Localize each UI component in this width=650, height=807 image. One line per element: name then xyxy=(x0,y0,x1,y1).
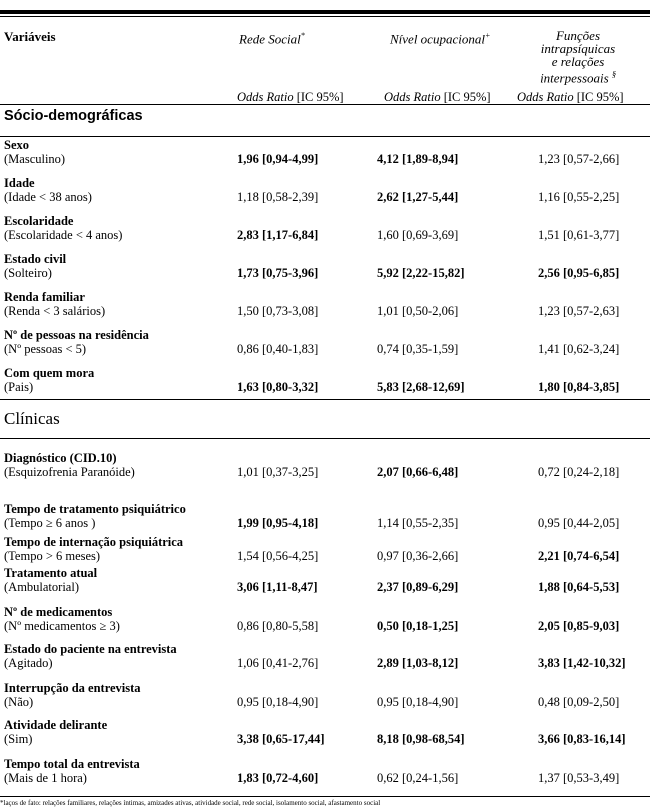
value-funcoes: 0,72 [0,24-2,18] xyxy=(538,465,620,479)
variable-category: (Tempo > 6 meses) xyxy=(4,548,101,563)
variable-category: (Ambulatorial) xyxy=(4,579,79,594)
value-funcoes: 3,66 [0,83-16,14] xyxy=(538,732,626,746)
section-socio: Sócio-demográficas xyxy=(4,108,143,124)
value-rede-social: 1,73 [0,75-3,96] xyxy=(237,266,319,280)
variable-category: (Sim) xyxy=(4,731,33,746)
value-funcoes: 0,48 [0,09-2,50] xyxy=(538,695,620,709)
value-nivel-ocupacional: 0,74 [0,35-1,59] xyxy=(377,342,459,356)
row-label xyxy=(4,139,65,166)
value-funcoes: 1,16 [0,55-2,25] xyxy=(538,190,620,204)
variable-name: Escolaridade xyxy=(4,214,74,228)
variable-name: Interrupção da entrevista xyxy=(4,681,141,695)
variable-name: Nº de medicamentos xyxy=(4,605,113,619)
variable-name: Tempo total da entrevista xyxy=(4,757,140,771)
value-funcoes: 1,41 [0,62-3,24] xyxy=(538,342,620,356)
row-label xyxy=(4,177,92,204)
variable-name: Nº de pessoas na residência xyxy=(4,328,149,342)
variable-name: Atividade delirante xyxy=(4,718,108,732)
value-nivel-ocupacional: 2,37 [0,89-6,29] xyxy=(377,580,459,594)
value-rede-social: 0,95 [0,18-4,90] xyxy=(237,695,319,709)
footnote: *laços de fato: relações familiares, relações íntimas, amizades ativas, atividade social, rede social, isolamento social, afastamento social xyxy=(0,799,381,807)
variable-name: Renda familiar xyxy=(4,290,85,304)
value-nivel-ocupacional: 0,97 [0,36-2,66] xyxy=(377,549,459,563)
row-label xyxy=(4,682,141,709)
variable-category: (Escolaridade < 4 anos) xyxy=(4,227,123,242)
variable-category: (Não) xyxy=(4,694,34,709)
value-nivel-ocupacional: 2,07 [0,66-6,48] xyxy=(377,465,459,479)
row-label xyxy=(4,367,94,394)
value-rede-social: 1,63 [0,80-3,32] xyxy=(237,380,319,394)
socio-rule xyxy=(0,136,650,137)
value-funcoes: 1,37 [0,53-3,49] xyxy=(538,771,620,785)
value-funcoes: 2,56 [0,95-6,85] xyxy=(538,266,620,280)
value-rede-social: 0,86 [0,40-1,83] xyxy=(237,342,319,356)
mid-rule xyxy=(0,399,650,400)
value-funcoes: 0,95 [0,44-2,05] xyxy=(538,516,620,530)
value-nivel-ocupacional: 1,60 [0,69-3,69] xyxy=(377,228,459,242)
or-label-col3: Odds Ratio [IC 95%] xyxy=(517,90,624,104)
value-nivel-ocupacional: 2,89 [1,03-8,12] xyxy=(377,656,459,670)
value-rede-social: 3,38 [0,65-17,44] xyxy=(237,732,325,746)
value-rede-social: 1,99 [0,95-4,18] xyxy=(237,516,319,530)
variable-name: Idade xyxy=(4,176,35,190)
variable-category: (Solteiro) xyxy=(4,265,52,280)
header-variables: Variáveis xyxy=(4,29,56,44)
variable-category: (Esquizofrenia Paranóide) xyxy=(4,464,135,479)
row-label xyxy=(4,329,149,356)
top-rule-thin xyxy=(0,16,650,17)
row-label xyxy=(4,536,183,563)
variable-category: (Masculino) xyxy=(4,151,66,166)
value-funcoes: 2,21 [0,74-6,54] xyxy=(538,549,620,563)
header-col2: Nível ocupacional+ xyxy=(390,31,491,47)
variable-category: (Idade < 38 anos) xyxy=(4,189,92,204)
value-rede-social: 2,83 [1,17-6,84] xyxy=(237,228,319,242)
section-clin: Clínicas xyxy=(4,409,60,428)
row-label xyxy=(4,253,66,280)
value-funcoes: 2,05 [0,85-9,03] xyxy=(538,619,620,633)
header-col1: Rede Social* xyxy=(239,31,305,47)
value-rede-social: 1,96 [0,94-4,99] xyxy=(237,152,319,166)
row-label xyxy=(4,758,140,785)
value-rede-social: 1,18 [0,58-2,39] xyxy=(237,190,319,204)
variable-category: (Tempo ≥ 6 anos ) xyxy=(4,515,96,530)
variable-category: (Renda < 3 salários) xyxy=(4,303,106,318)
value-rede-social: 1,06 [0,41-2,76] xyxy=(237,656,319,670)
row-label xyxy=(4,643,177,670)
or-label-col2: Odds Ratio [IC 95%] xyxy=(384,90,491,104)
row-label xyxy=(4,719,107,746)
clin-rule xyxy=(0,438,650,439)
value-funcoes: 1,23 [0,57-2,66] xyxy=(538,152,620,166)
row-label xyxy=(4,503,186,530)
value-nivel-ocupacional: 1,14 [0,55-2,35] xyxy=(377,516,459,530)
value-funcoes: 1,88 [0,64-5,53] xyxy=(538,580,620,594)
value-funcoes: 3,83 [1,42-10,32] xyxy=(538,656,626,670)
variable-category: (Mais de 1 hora) xyxy=(4,770,87,785)
variable-name: Estado civil xyxy=(4,252,67,266)
value-rede-social: 1,54 [0,56-4,25] xyxy=(237,549,319,563)
value-funcoes: 1,51 [0,61-3,77] xyxy=(538,228,620,242)
variable-name: Com quem mora xyxy=(4,366,95,380)
value-funcoes: 1,80 [0,84-3,85] xyxy=(538,380,620,394)
variable-category: (Pais) xyxy=(4,379,34,394)
value-rede-social: 1,01 [0,37-3,25] xyxy=(237,465,319,479)
value-nivel-ocupacional: 0,95 [0,18-4,90] xyxy=(377,695,459,709)
value-nivel-ocupacional: 2,62 [1,27-5,44] xyxy=(377,190,459,204)
variable-name: Sexo xyxy=(4,138,29,152)
value-rede-social: 3,06 [1,11-8,47] xyxy=(237,580,318,594)
variable-name: Tempo de tratamento psiquiátrico xyxy=(4,502,186,516)
value-funcoes: 1,23 [0,57-2,63] xyxy=(538,304,620,318)
variable-name: Estado do paciente na entrevista xyxy=(4,642,177,656)
variable-category: (Nº medicamentos ≥ 3) xyxy=(4,618,120,633)
row-label xyxy=(4,606,120,633)
value-rede-social: 0,86 [0,80-5,58] xyxy=(237,619,319,633)
or-label-col1: Odds Ratio [IC 95%] xyxy=(237,90,344,104)
variable-name: Tratamento atual xyxy=(4,566,98,580)
bottom-rule xyxy=(0,796,650,797)
header-col3: Funções intrapsíquicas e relações interpessoais § xyxy=(540,28,616,86)
value-rede-social: 1,50 [0,73-3,08] xyxy=(237,304,319,318)
variable-name: Diagnóstico (CID.10) xyxy=(4,451,117,465)
variable-category: (Nº pessoas < 5) xyxy=(4,341,87,356)
row-label xyxy=(4,291,105,318)
value-nivel-ocupacional: 4,12 [1,89-8,94] xyxy=(377,152,459,166)
row-label xyxy=(4,452,135,479)
variable-name: Tempo de internação psiquiátrica xyxy=(4,535,184,549)
value-nivel-ocupacional: 5,83 [2,68-12,69] xyxy=(377,380,465,394)
variable-category: (Agitado) xyxy=(4,655,53,670)
value-nivel-ocupacional: 1,01 [0,50-2,06] xyxy=(377,304,459,318)
top-rule xyxy=(0,10,650,14)
value-rede-social: 1,83 [0,72-4,60] xyxy=(237,771,319,785)
row-label xyxy=(4,215,122,242)
row-label xyxy=(4,567,97,594)
value-nivel-ocupacional: 5,92 [2,22-15,82] xyxy=(377,266,465,280)
value-nivel-ocupacional: 0,50 [0,18-1,25] xyxy=(377,619,459,633)
value-nivel-ocupacional: 0,62 [0,24-1,56] xyxy=(377,771,459,785)
value-nivel-ocupacional: 8,18 [0,98-68,54] xyxy=(377,732,465,746)
